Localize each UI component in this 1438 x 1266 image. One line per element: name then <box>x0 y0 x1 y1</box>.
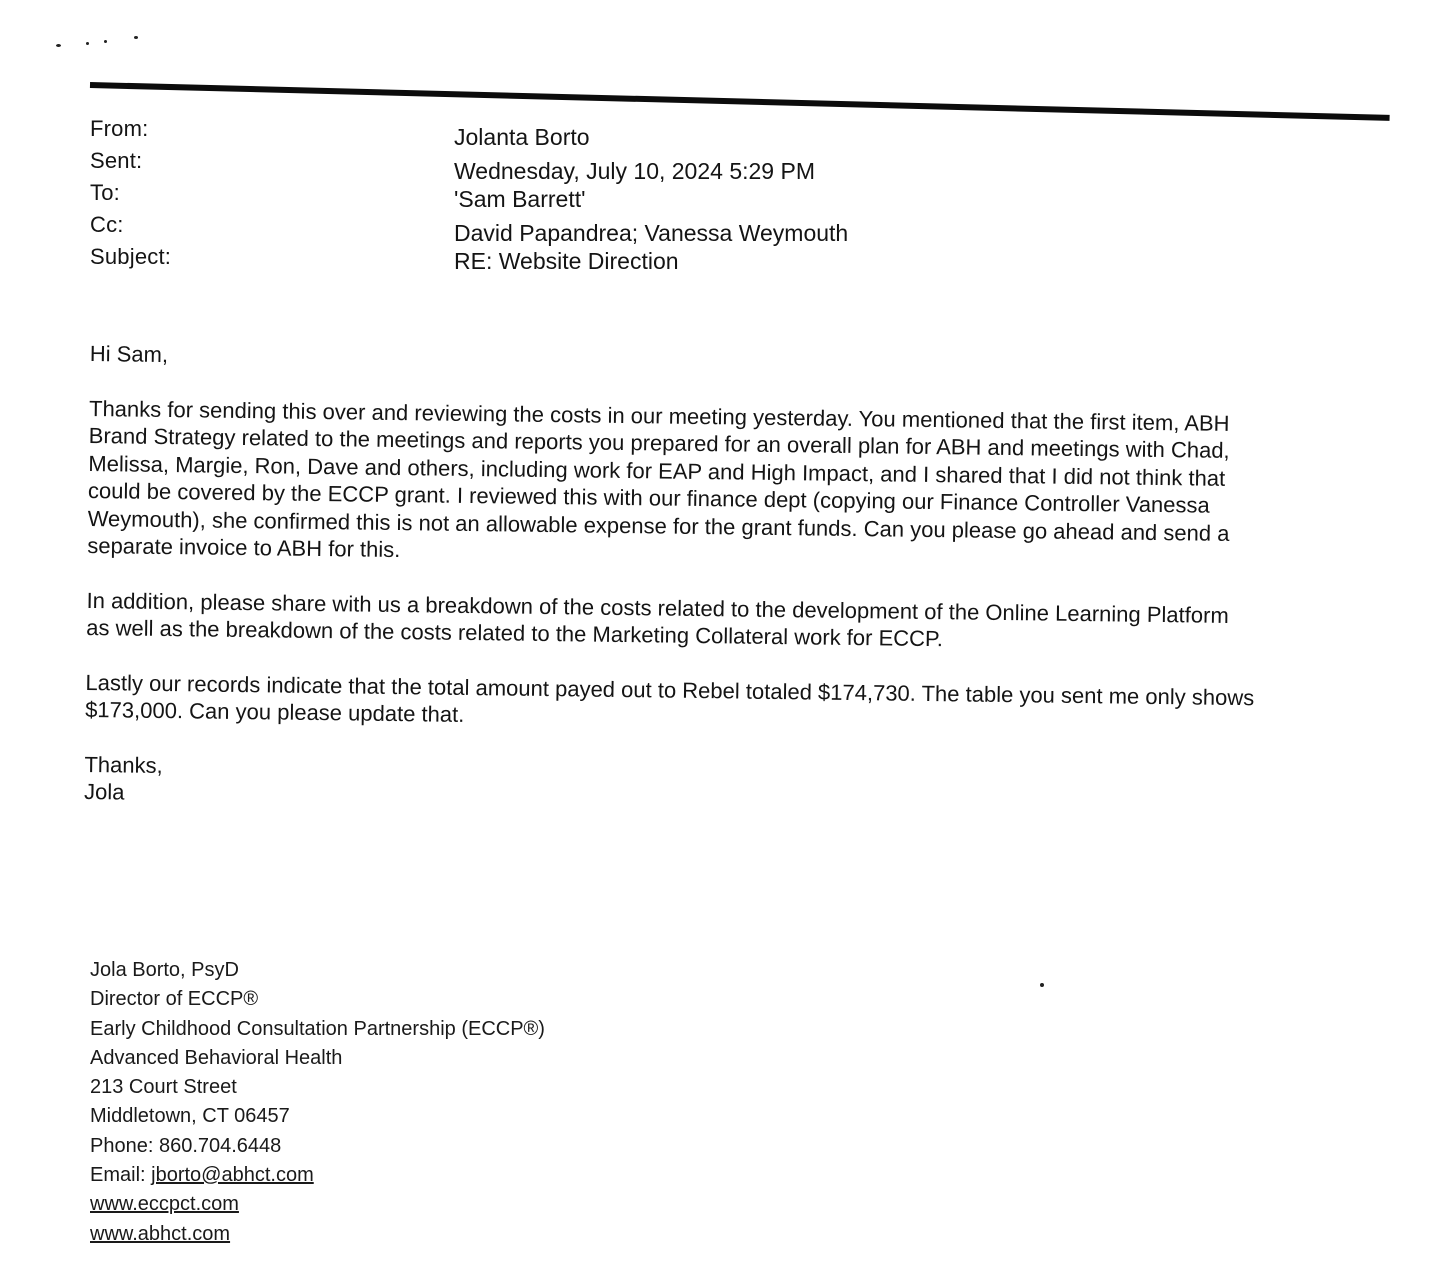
email-body <box>84 340 1390 849</box>
closing: Thanks, <box>84 751 163 778</box>
email-label: Email: <box>90 1164 152 1187</box>
body-paragraph: Thanks for sending this over and reviewing the costs in our meeting yesterday. You mentioned that the first item, ABH Brand Strategy related to the meetings and reports you prepared for an overall plan for ABH and meetings with Chad, Melissa, Margie, Ron, Dave and others, including work for EAP and High Impact, and I shared that I did not think that could be covered by the ECCP grant. I reviewed this with our finance dept (copying our Finance Controller Vanessa Weymouth), she confirmed this is not an allowable expense for the grant funds. Can you please go ahead and send a separate invoice to ABH for this. <box>87 395 1230 563</box>
signature-city: Middletown, CT 06457 <box>90 1105 290 1128</box>
email-link[interactable]: jborto@abhct.com <box>151 1164 314 1187</box>
sent-label: Sent: <box>90 148 143 173</box>
cc-value: David Papandrea; Vanessa Weymouth <box>454 220 849 246</box>
sent-value: Wednesday, July 10, 2024 5:29 PM <box>454 158 815 184</box>
scan-specks <box>52 34 152 54</box>
from-label: From: <box>90 116 149 141</box>
header-row-subject <box>90 244 990 276</box>
signature-phone: Phone: 860.704.6448 <box>90 1134 282 1157</box>
subject-value: RE: Website Direction <box>454 248 679 274</box>
website-link-eccp[interactable]: www.eccpct.com <box>90 1193 239 1216</box>
scan-speck <box>1040 983 1044 987</box>
scan-speck <box>56 44 61 47</box>
email-signature <box>90 956 545 1249</box>
scan-speck <box>86 42 89 45</box>
sender-short-name: Jola <box>83 778 125 805</box>
body-paragraph: In addition, please share with us a breakdown of the costs related to the development of the Online Learning Platform as well as the breakdown of the costs related to the Marketing Collateral work for ECCP. <box>86 587 1229 652</box>
to-label: To: <box>90 180 120 205</box>
header-row-from <box>90 116 990 148</box>
scan-speck <box>104 40 107 43</box>
signature-program: Early Childhood Consultation Partnership (ECCP®) <box>90 1017 545 1040</box>
scan-speck <box>134 36 138 39</box>
header-row-sent <box>90 148 990 184</box>
signature-name: Jola Borto, PsyD <box>90 959 239 981</box>
website-link-abh[interactable]: www.abhct.com <box>90 1222 231 1245</box>
signature-street: 213 Court Street <box>90 1076 237 1099</box>
signature-title: Director of ECCP® <box>90 988 259 1011</box>
header-row-to <box>90 180 990 212</box>
greeting: Hi Sam, <box>89 340 169 368</box>
to-value: 'Sam Barrett' <box>454 186 586 212</box>
signature-email-line <box>90 1161 545 1190</box>
body-paragraph: Lastly our records indicate that the total amount payed out to Rebel totaled $174,730. The table you sent me only shows $173,000. Can you please update that. <box>84 669 1255 727</box>
cc-label: Cc: <box>90 212 124 237</box>
header-row-cc <box>90 212 990 244</box>
subject-label: Subject: <box>90 244 172 269</box>
email-header <box>90 116 990 276</box>
signature-organization: Advanced Behavioral Health <box>90 1046 343 1069</box>
from-value: Jolanta Borto <box>454 124 590 150</box>
